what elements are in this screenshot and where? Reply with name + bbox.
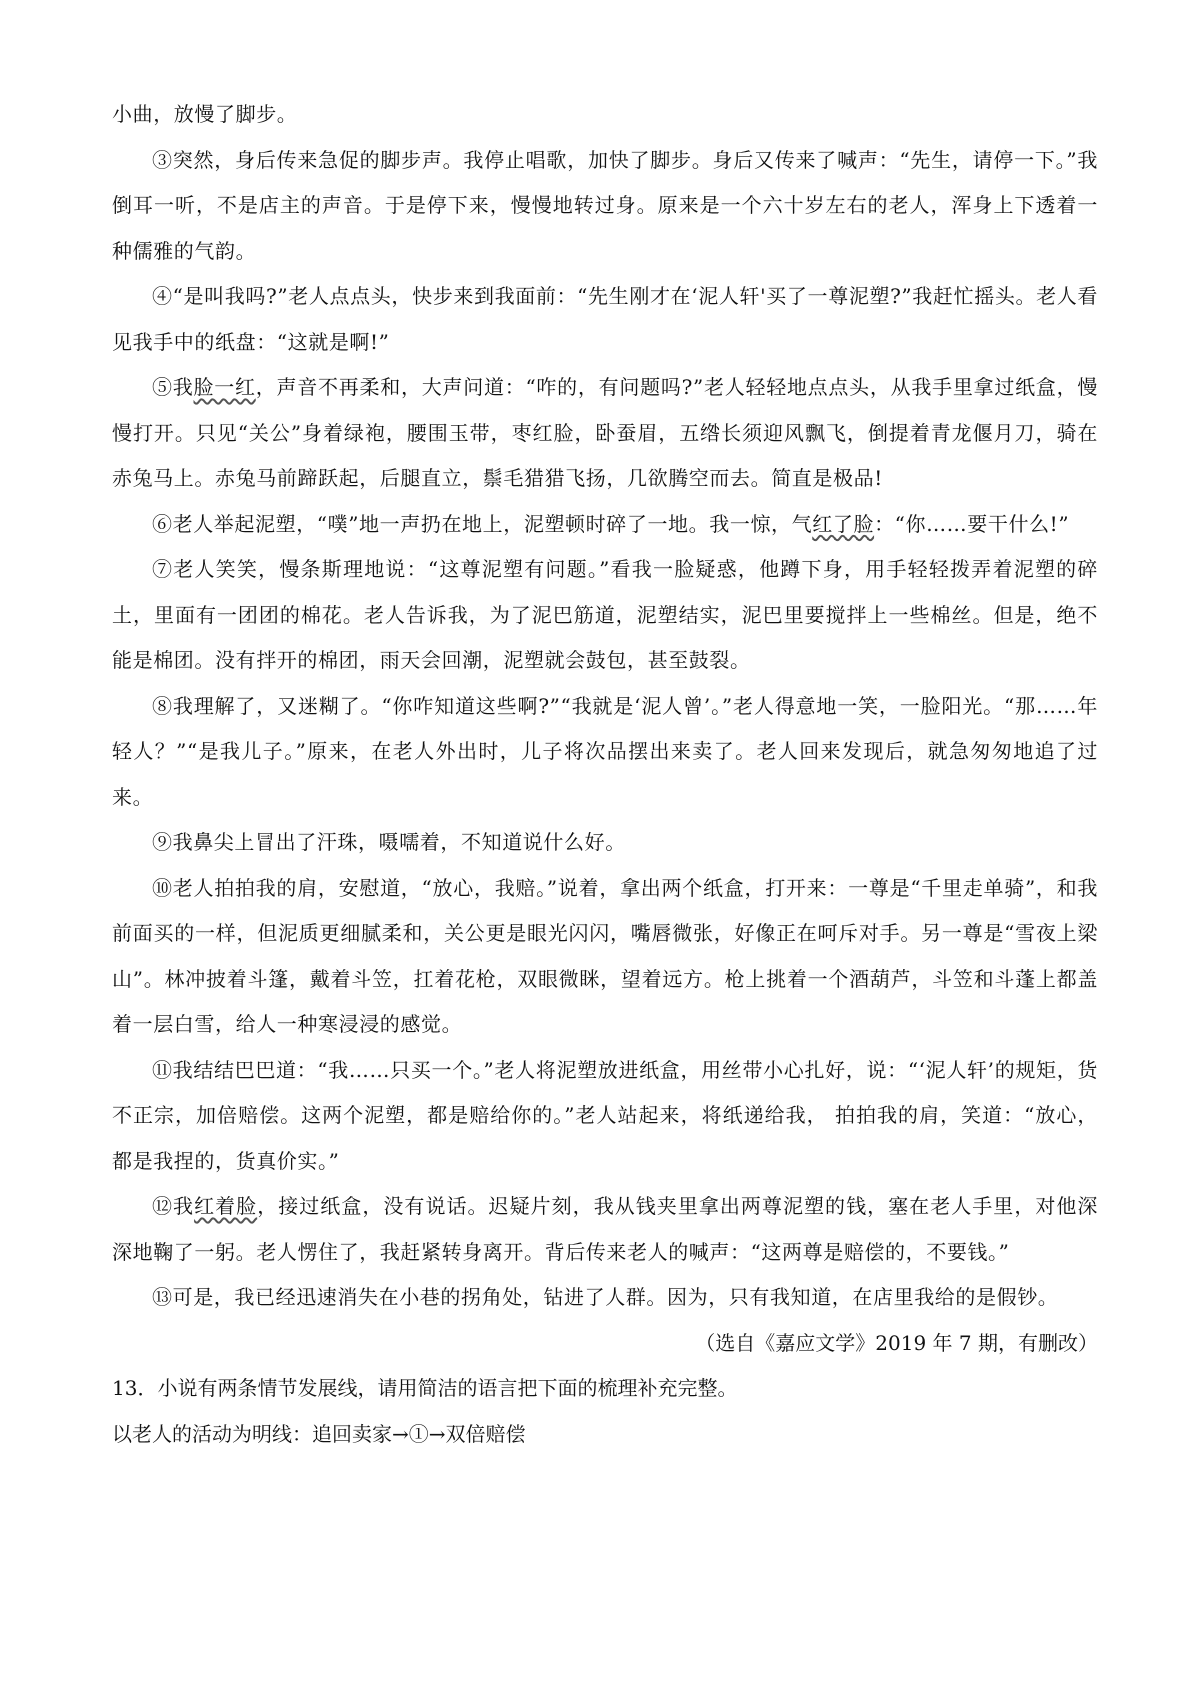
paragraph-continuation: 小曲，放慢了脚步。 bbox=[112, 102, 298, 126]
paragraph-6-text-b: ：“你……要干什么!” bbox=[874, 511, 1070, 536]
paragraph-9: ⑨我鼻尖上冒出了汗珠，嗫嚅着，不知道说什么好。 bbox=[152, 830, 626, 854]
paragraph-3: ③突然，身后传来急促的脚步声。我停止唱歌，加快了脚步。身后又传来了喊声：“先生，请停一下。”我倒耳一听，不是店主的声音。于是停下来，慢慢地转过身。原来是一个六十岁左右的老人，浑身上下透着一种儒雅的气韵。 bbox=[112, 147, 1098, 263]
paragraph-6-marked-phrase: 红了脸 bbox=[812, 511, 875, 536]
paragraph-5-text-a: ⑤我 bbox=[152, 375, 194, 399]
question-13: 13．小说有两条情节发展线，请用简洁的语言把下面的梳理补充完整。 bbox=[112, 1376, 738, 1400]
paragraph-5 bbox=[112, 365, 1098, 502]
document-body bbox=[112, 92, 1098, 1457]
paragraph-5-text-b: ，声音不再柔和，大声问道：“咋的，有问题吗?”老人轻轻地点点头，从我手里拿过纸盒，慢慢打开。只见“关公”身着绿袍，腰围玉带，枣红脸，卧蚕眉，五绺长须迎风飘飞，倒提着青龙偃月刀，骑在赤兔马上。赤兔马前蹄跃起，后腿直立，鬃毛猎猎飞扬，几欲腾空而去。简直是极品! bbox=[112, 375, 1098, 490]
paragraph-7: ⑦老人笑笑，慢条斯理地说：“这尊泥塑有问题。”看我一脸疑惑，他蹲下身，用手轻轻拨弄着泥塑的碎土，里面有一团团的棉花。老人告诉我，为了泥巴筋道，泥塑结实，泥巴里要搅拌上一些棉丝。但是，绝不能是棉团。没有拌开的棉团，雨天会回潮，泥塑就会鼓包，甚至鼓裂。 bbox=[112, 557, 1098, 672]
paragraph-6 bbox=[112, 502, 1098, 548]
source-citation: （选自《嘉应文学》2019 年 7 期，有删改） bbox=[695, 1330, 1098, 1355]
paragraph-4: ④“是叫我吗?”老人点点头，快步来到我面前：“先生刚才在‘泥人轩'买了一尊泥塑?”我赶忙摇头。老人看见我手中的纸盘：“这就是啊!” bbox=[112, 284, 1098, 354]
paragraph-12-text-b: ，接过纸盒，没有说话。迟疑片刻，我从钱夹里拿出两尊泥塑的钱，塞在老人手里，对他深深地鞠了一躬。老人愣住了，我赶紧转身离开。背后传来老人的喊声：“这两尊是赔偿的，不要钱。” bbox=[112, 1194, 1099, 1264]
paragraph-5-marked-phrase: 脸一红 bbox=[193, 375, 256, 399]
paragraph-11: ⑪我结结巴巴道：“我……只买一个。”老人将泥塑放进纸盒，用丝带小心扎好，说：“‘泥人轩’的规矩，货不正宗，加倍赔偿。这两个泥塑，都是赔给你的。”老人站起来，将纸递给我， 拍拍我的肩，笑道：“放心，都是我捏的，货真价实。” bbox=[112, 1057, 1098, 1173]
paragraph-13: ⑬可是，我已经迅速消失在小巷的拐角处，钻进了人群。因为，只有我知道，在店里我给的是假钞。 bbox=[152, 1285, 1059, 1309]
paragraph-12-marked-phrase: 红着脸 bbox=[194, 1194, 258, 1218]
paragraph-12 bbox=[112, 1184, 1098, 1275]
paragraph-12-text-a: ⑫我 bbox=[152, 1194, 195, 1218]
paragraph-6-text-a: ⑥老人举起泥塑，“噗”地一声扔在地上，泥塑顿时碎了一地。我一惊，气 bbox=[152, 511, 813, 536]
paragraph-8: ⑧我理解了，又迷糊了。“你咋知道这些啊?”“我就是‘泥人曾’。”老人得意地一笑，一脸阳光。“那……年轻人？”“是我儿子。”原来，在老人外出时，儿子将次品摆出来卖了。老人回来发现后，就急匆匆地追了过来。 bbox=[112, 693, 1098, 809]
paragraph-10: ⑩老人拍拍我的肩，安慰道，“放心，我赔。”说着，拿出两个纸盒，打开来：一尊是“千里走单骑”，和我前面买的一样，但泥质更细腻柔和，关公更是眼光闪闪，嘴唇微张，好像正在呵斥对手。另一尊是“雪夜上梁山”。林冲披着斗篷，戴着斗笠，扛着花枪，双眼微眯，望着远方。枪上挑着一个酒葫芦，斗笠和斗蓬上都盖着一层白雪，给人一种寒浸浸的感觉。 bbox=[112, 875, 1098, 1036]
question-13-line-1: 以老人的活动为明线：追回卖家→①→双倍赔偿 bbox=[112, 1421, 526, 1446]
